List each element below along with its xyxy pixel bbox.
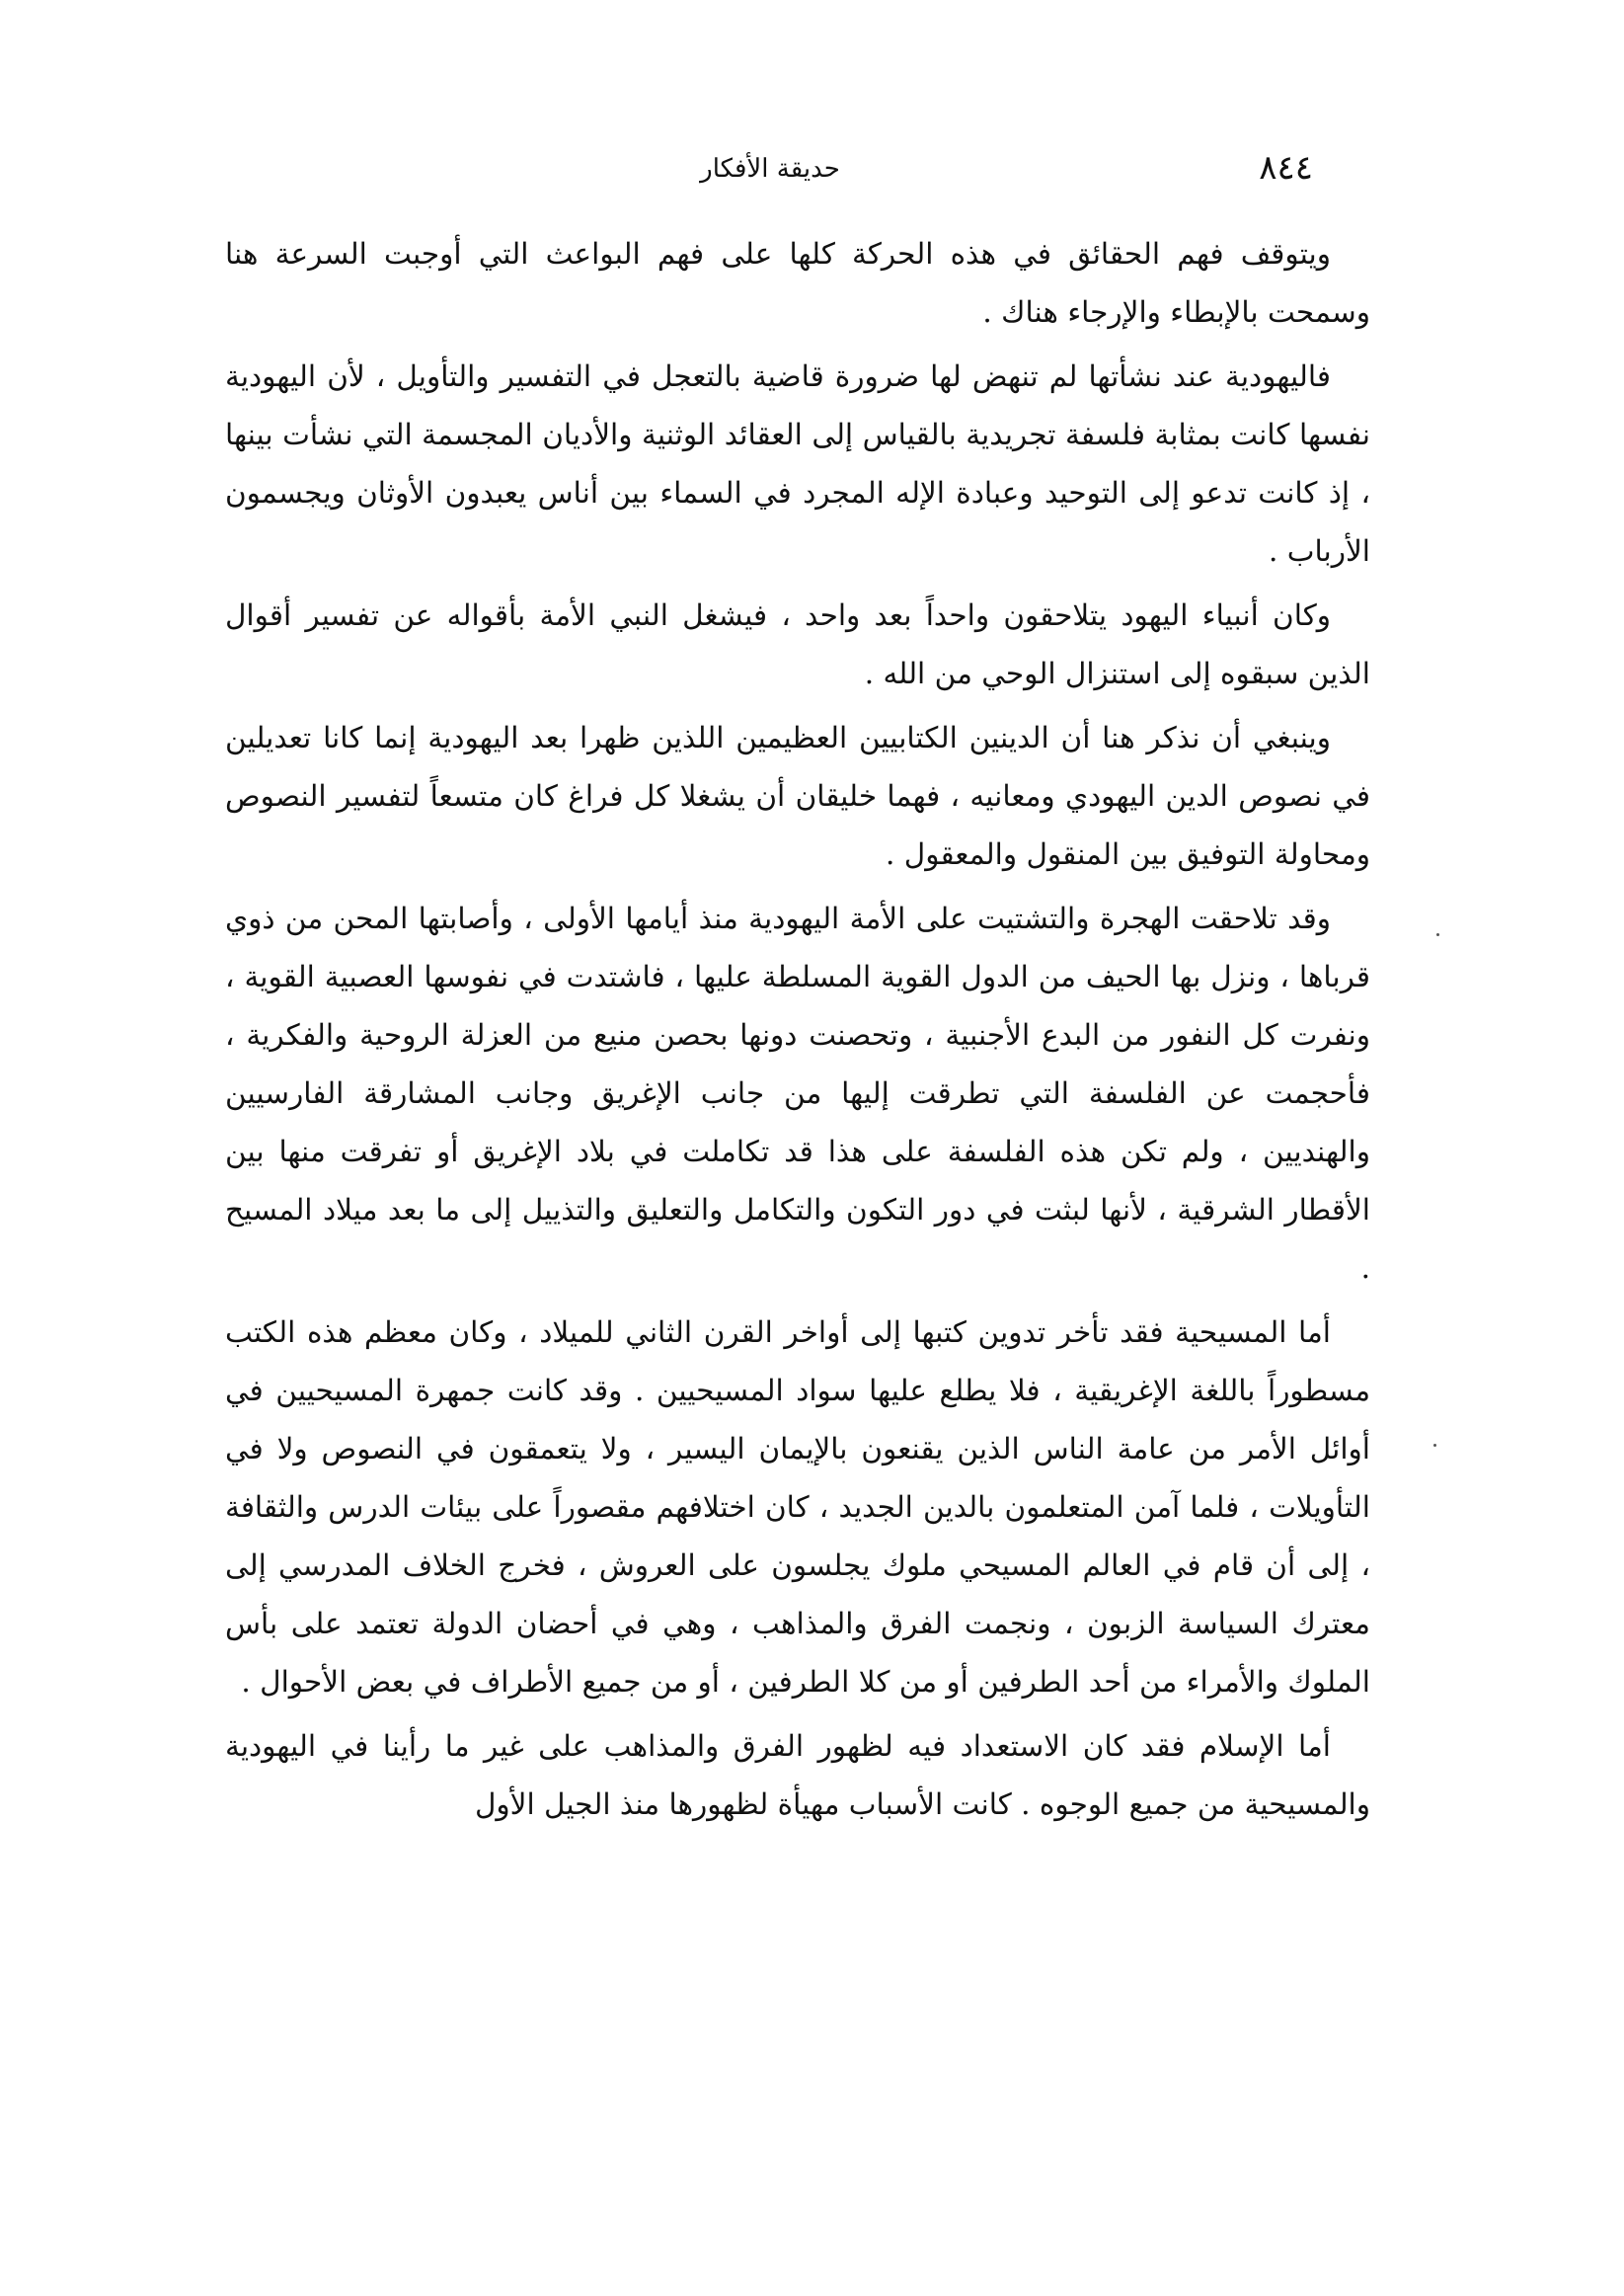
page-number: ٨٤٤ bbox=[1259, 148, 1313, 188]
paragraph: فاليهودية عند نشأتها لم تنهض لها ضرورة قاضية بالتعجل في التفسير والتأويل ، لأن اليهودية نفسها كانت بمثابة فلسفة تجريدية بالقياس إلى العقائد الوثنية والأديان المجسمة التي نشأت بينها ، إذ كانت تدعو إلى التوحيد وعبادة الإله المجرد في السماء بين أناس يعبدون الأوثان ويجسمون الأرباب . bbox=[225, 359, 1370, 568]
running-title: حديقة الأفكار bbox=[700, 154, 840, 184]
scan-speck bbox=[1433, 1444, 1436, 1447]
paragraph: وقد تلاحقت الهجرة والتشتيت على الأمة اليهودية منذ أيامها الأولى ، وأصابتها المحن من ذوي قرباها ، ونزل بها الحيف من الدول القوية المسلطة عليها ، فاشتدت في نفوسها العصبية القوية ، ونفرت كل النفور من البدع الأجنبية ، وتحصنت دونها بحصن منيع من العزلة الروحية والفكرية ، فأحجمت عن الفلسفة التي تطرقت إليها من جانب الإغريق وجانب المشارقة الفارسيين والهنديين ، ولم تكن هذه الفلسفة على هذا قد تكاملت في بلاد الإغريق أو تفرقت منها بين الأقطار الشرقية ، لأنها لبثت في دور التكون والتكامل والتعليق والتذييل إلى ما بعد ميلاد المسيح . bbox=[225, 902, 1370, 1285]
body-text bbox=[225, 225, 1370, 1840]
page-header bbox=[227, 148, 1313, 198]
paragraph: أما المسيحية فقد تأخر تدوين كتبها إلى أواخر القرن الثاني للميلاد ، وكان معظم هذه الكتب مسطوراً باللغة الإغريقية ، فلا يطلع عليها سواد المسيحيين . وقد كانت جمهرة المسيحيين في أوائل الأمر من عامة الناس الذين يقنعون بالإيمان اليسير ، ولا يتعمقون في النصوص ولا في التأويلات ، فلما آمن المتعلمون بالدين الجديد ، كان اختلافهم مقصوراً على بيئات الدرس والثقافة ، إلى أن قام في العالم المسيحي ملوك يجلسون على العروش ، فخرج الخلاف المدرسي إلى معترك السياسة الزبون ، ونجمت الفرق والمذاهب ، وهي في أحضان الدولة تعتمد على بأس الملوك والأمراء من أحد الطرفين أو من كلا الطرفين ، أو من جميع الأطراف في بعض الأحوال . bbox=[225, 1315, 1370, 1699]
paragraph: أما الإسلام فقد كان الاستعداد فيه لظهور الفرق والمذاهب على غير ما رأينا في اليهودية والمسيحية من جميع الوجوه . كانت الأسباب مهيأة لظهورها منذ الجيل الأول bbox=[225, 1729, 1370, 1821]
scan-speck bbox=[1436, 933, 1439, 936]
paragraph: ويتوقف فهم الحقائق في هذه الحركة كلها على فهم البواعث التي أوجبت السرعة هنا وسمحت بالإبطاء والإرجاء هناك . bbox=[225, 237, 1370, 329]
paragraph: وكان أنبياء اليهود يتلاحقون واحداً بعد واحد ، فيشغل النبي الأمة بأقواله عن تفسير أقوال الذين سبقوه إلى استنزال الوحي من الله . bbox=[225, 598, 1370, 690]
paragraph: وينبغي أن نذكر هنا أن الدينين الكتابيين العظيمين اللذين ظهرا بعد اليهودية إنما كانا تعديلين في نصوص الدين اليهودي ومعانيه ، فهما خليقان أن يشغلا كل فراغ كان متسعاً لتفسير النصوص ومحاولة التوفيق بين المنقول والمعقول . bbox=[225, 721, 1370, 871]
